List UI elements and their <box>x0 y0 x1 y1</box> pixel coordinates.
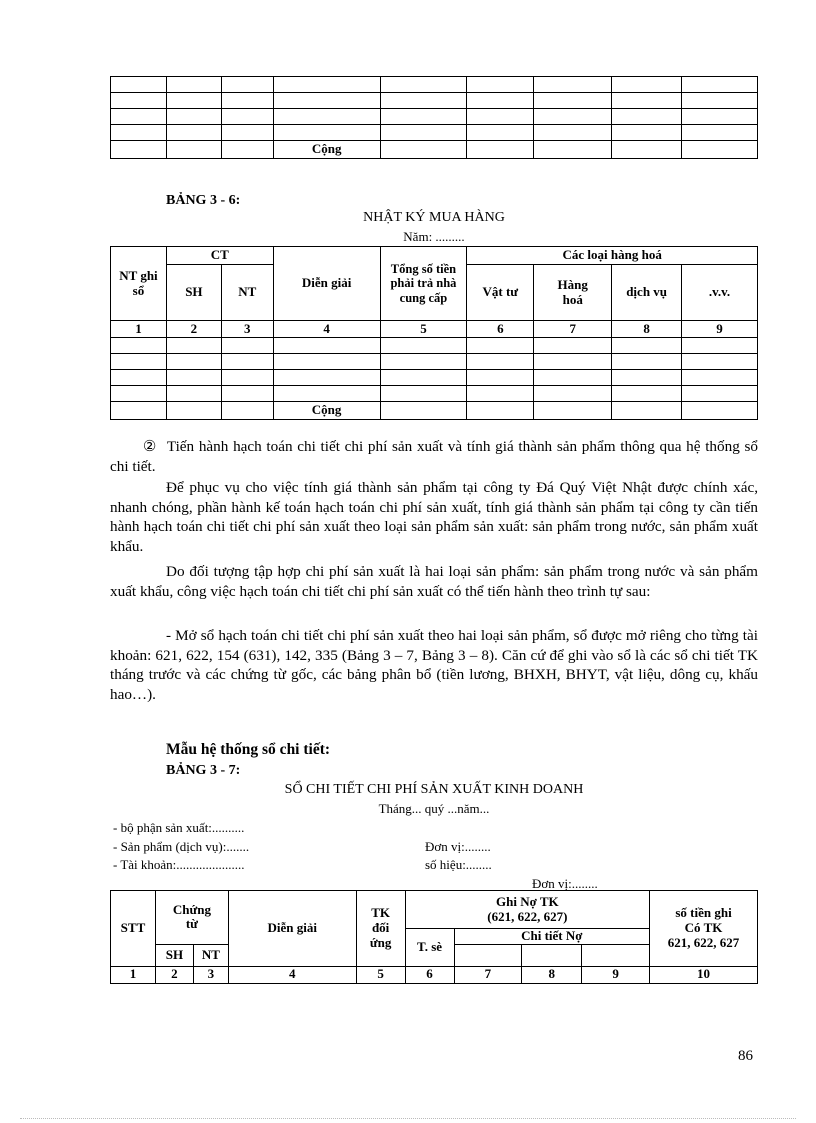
header-nt: NT <box>193 944 228 966</box>
production-cost-ledger-table <box>110 890 758 984</box>
circled-two-marker: ② <box>142 438 158 455</box>
header-ghi-no-tk <box>405 891 649 929</box>
field-don-vi-1: Đơn vị:........ <box>425 839 491 854</box>
header-stt: STT <box>111 891 156 967</box>
col-number: 10 <box>650 966 758 983</box>
header-vv: .v.v. <box>682 265 758 321</box>
header-chung-tu: Chứng từ <box>155 891 228 945</box>
col-number: 5 <box>356 966 405 983</box>
col-number: 8 <box>522 966 582 983</box>
table37-title: SỔ CHI TIẾT CHI PHÍ SẢN XUẤT KINH DOANH <box>284 782 584 797</box>
col-number: 4 <box>273 321 380 338</box>
header-nt-ghi-so: NT ghi sổ <box>111 247 167 321</box>
col-number: 8 <box>612 321 682 338</box>
col-number: 9 <box>682 321 758 338</box>
col-number: 5 <box>380 321 467 338</box>
col-number: 7 <box>454 966 522 983</box>
header-dien-giai: Diễn giải <box>228 891 356 967</box>
header-hang-hoa: Hàng hoá <box>534 265 612 321</box>
paragraph-1 <box>110 437 758 476</box>
field-don-vi-2: Đơn vị:........ <box>532 876 598 891</box>
table36-year: Năm: ......... <box>403 229 465 244</box>
table36-label: BẢNG 3 - 6: <box>166 193 241 208</box>
header-sh: SH <box>166 265 221 321</box>
header-ghi-no-tk-accounts: (621, 622, 627) <box>487 908 568 924</box>
header-cac-loai: Các loại hàng hoá <box>467 247 758 265</box>
field-so-hieu: số hiệu:........ <box>425 857 492 872</box>
header-tong-so: Tổng số tiền phải trả nhà cung cấp <box>380 247 467 321</box>
col-number: 2 <box>166 321 221 338</box>
section37-heading: Mẫu hệ thống sổ chi tiết: <box>166 741 331 758</box>
paragraph-2: Để phục vụ cho việc tính giá thành sản phẩm tại công ty Đá Quý Việt Nhật được chính xác, nhanh chóng, phần hành kế toán hạch toán chi phí sản xuất, tính giá thành sản phẩm tại công ty cần tiến hành hạch toán chi tiết chi phí sản xuất theo loại sản phẩm sản xuất: sản phẩm trong nước, sản phẩm xuất khẩu. <box>110 479 758 555</box>
table37-label: BẢNG 3 - 7: <box>166 763 241 778</box>
header-so-tien-ghi-label: số tiền ghi Có TK <box>675 905 732 935</box>
paragraph-3: Do đối tượng tập hợp chi phí sản xuất là hai loại sản phẩm: sản phẩm trong nước và sản phẩm xuất khẩu, công việc hạch toán chi tiết chi phí sản xuất có thể tiến hành theo trình tự sau: <box>110 563 758 600</box>
header-tk-doi-ung: TK đối ứng <box>356 891 405 967</box>
header-vat-tu: Vật tư <box>467 265 534 321</box>
col-number: 4 <box>228 966 356 983</box>
paragraph-4: - Mở sổ hạch toán chi tiết chi phí sản xuất theo hai loại sản phẩm, sổ được mở riêng cho từng tài khoản: 621, 622, 154 (631), 142, 335 (Bảng 3 – 7, Bảng 3 – 8). Căn cứ để ghi vào sổ là các sổ chi tiết TK tháng trước và các chứng từ gốc, các bảng phân bổ (tiền lương, BHXH, BHYT, vật liệu, dông cụ, khấu hao…). <box>110 627 758 703</box>
header-ct: CT <box>166 247 273 265</box>
top-continuation-table <box>110 76 758 159</box>
field-tai-khoan: - Tài khoản:..................... <box>113 857 245 872</box>
col-number: 6 <box>405 966 454 983</box>
field-bo-phan: - bộ phận sản xuất:.......... <box>113 820 245 835</box>
col-number: 7 <box>534 321 612 338</box>
table37-period: Tháng... quý ...năm... <box>378 801 490 816</box>
table36-total-label: Cộng <box>273 402 380 420</box>
header-sh: SH <box>155 944 193 966</box>
header-chi-tiet-no: Chi tiết Nợ <box>454 929 650 945</box>
col-number: 3 <box>221 321 273 338</box>
header-dich-vu: dịch vụ <box>612 265 682 321</box>
header-dien-giai: Diễn giải <box>273 247 380 321</box>
col-number: 1 <box>111 966 156 983</box>
page-bottom-divider <box>20 1118 796 1119</box>
col-number: 2 <box>155 966 193 983</box>
purchase-journal-table <box>110 246 758 420</box>
header-so-tien-ghi <box>650 891 758 967</box>
field-san-pham: - Sản phẩm (dịch vụ):....... <box>113 839 250 854</box>
col-number: 9 <box>582 966 650 983</box>
col-number: 1 <box>111 321 167 338</box>
header-t-so: T. sè <box>405 929 454 967</box>
col-number: 3 <box>193 966 228 983</box>
top-table-total-label: Cộng <box>273 141 380 159</box>
page-number: 86 <box>738 1048 753 1064</box>
header-nt: NT <box>221 265 273 321</box>
header-ghi-no-tk-label: Ghi Nợ TK <box>496 893 559 909</box>
header-so-tien-ghi-accounts: 621, 622, 627 <box>667 934 740 950</box>
paragraph-1-text: Tiến hành hạch toán chi tiết chi phí sản xuất và tính giá thành sản phẩm thông qua hệ thống sổ chi tiết. <box>110 438 758 475</box>
col-number: 6 <box>467 321 534 338</box>
table36-title: NHẬT KÝ MUA HÀNG <box>363 210 505 225</box>
